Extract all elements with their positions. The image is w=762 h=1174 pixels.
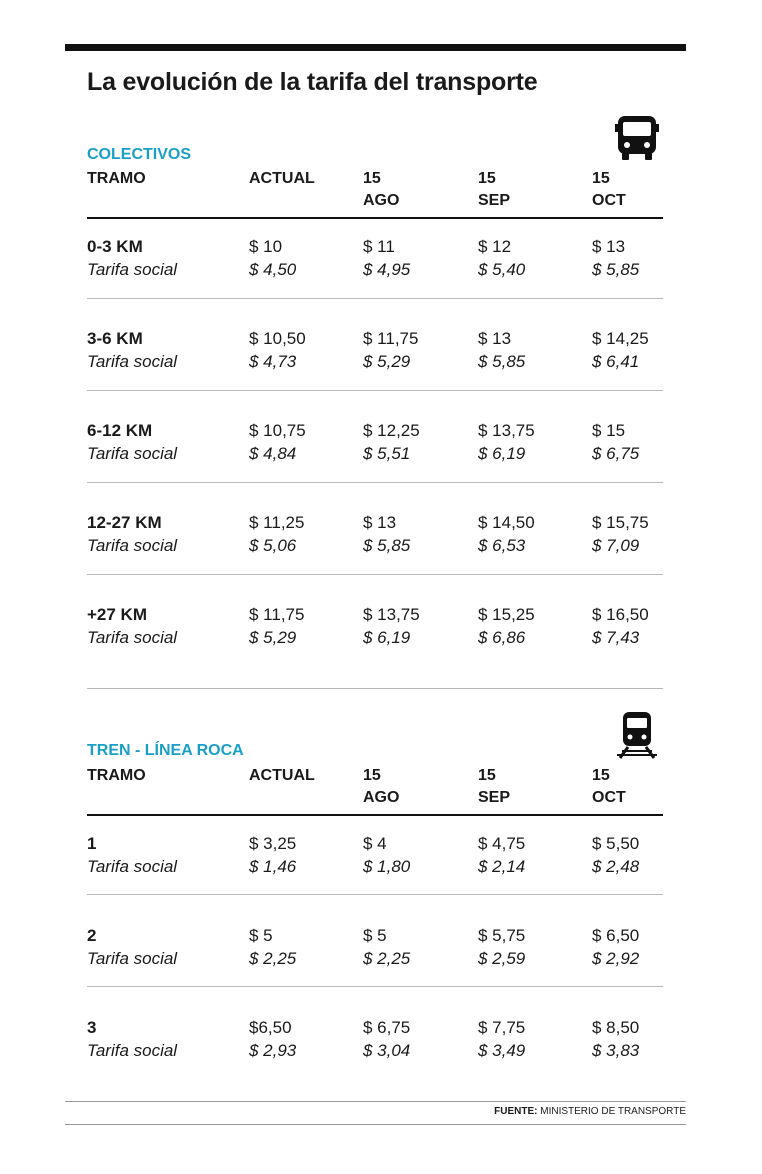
social-actual: $ 5,06 [249,536,297,555]
price-actual: $ 11,25 [249,513,305,532]
price-actual: $ 10 [249,237,283,256]
table-row [87,1016,663,1108]
source-text: MINISTERIO DE TRANSPORTE [540,1106,686,1117]
tren-section [87,708,663,1078]
social-sep: $ 6,86 [478,628,526,647]
header-15-sep: 15 SEP [478,767,511,806]
tramo-label: 6-12 KM [87,421,153,440]
source-credit [494,1106,686,1117]
price-sep: $ 13,75 [478,421,535,440]
tren-title: TREN - LÍNEA ROCA [87,742,244,759]
colectivos-title: COLECTIVOS [87,146,192,163]
social-oct: $ 6,75 [592,444,640,463]
price-sep: $ 12 [478,237,512,256]
social-label: Tarifa social [87,260,178,279]
social-ago: $ 5,85 [363,536,411,555]
price-ago: $ 5 [363,926,387,945]
header-15-ago: 15 AGO [363,767,400,806]
row-divider [87,482,663,483]
social-label: Tarifa social [87,949,178,968]
price-sep: $ 13 [478,329,512,348]
price-actual: $ 3,25 [249,834,297,853]
price-actual: $ 5 [249,926,273,945]
social-oct: $ 7,43 [592,628,640,647]
social-sep: $ 2,14 [478,857,526,876]
header-tramo: TRAMO [87,170,146,187]
social-oct: $ 7,09 [592,536,640,555]
table-row [87,924,663,1016]
price-sep: $ 14,50 [478,513,535,532]
social-label: Tarifa social [87,352,178,371]
price-ago: $ 11 [363,237,395,256]
table-row [87,511,663,603]
price-oct: $ 16,50 [592,605,649,624]
header-actual: ACTUAL [249,170,315,187]
price-actual: $6,50 [249,1018,292,1037]
table-row [87,235,663,327]
social-ago: $ 4,95 [363,260,411,279]
price-oct: $ 15,75 [592,513,649,532]
social-sep: $ 5,40 [478,260,526,279]
footer-rule-top [65,1101,686,1102]
price-ago: $ 6,75 [363,1018,411,1037]
row-divider [87,574,663,575]
header-tramo: TRAMO [87,767,146,784]
header-rule [87,814,663,816]
price-ago: $ 13,75 [363,605,420,624]
price-ago: $ 12,25 [363,421,420,440]
train-icon [615,710,659,760]
social-sep: $ 6,53 [478,536,526,555]
social-ago: $ 5,29 [363,352,411,371]
social-sep: $ 6,19 [478,444,526,463]
social-sep: $ 5,85 [478,352,526,371]
row-divider [87,390,663,391]
price-sep: $ 4,75 [478,834,526,853]
social-ago: $ 2,25 [363,949,411,968]
social-oct: $ 5,85 [592,260,640,279]
page-title: La evolución de la tarifa del transporte [87,68,538,96]
tramo-label: 0-3 KM [87,237,143,256]
social-oct: $ 6,41 [592,352,640,371]
social-ago: $ 3,04 [363,1041,411,1060]
price-oct: $ 5,50 [592,834,640,853]
tramo-label: 2 [87,926,97,945]
colectivos-header [87,168,663,218]
row-divider [87,688,663,689]
table-row [87,832,663,924]
price-sep: $ 7,75 [478,1018,526,1037]
row-divider [87,986,663,987]
social-label: Tarifa social [87,628,178,647]
social-oct: $ 2,48 [592,857,640,876]
price-sep: $ 5,75 [478,926,526,945]
footer-rule-bottom [65,1124,686,1125]
tramo-label: 3-6 KM [87,329,143,348]
tramo-label: 3 [87,1018,97,1037]
price-ago: $ 11,75 [363,329,419,348]
social-actual: $ 4,84 [249,444,297,463]
price-oct: $ 15 [592,421,626,440]
tramo-label: 12-27 KM [87,513,162,532]
source-label: FUENTE: [494,1106,538,1117]
social-actual: $ 2,25 [249,949,297,968]
social-sep: $ 2,59 [478,949,526,968]
social-actual: $ 4,73 [249,352,297,371]
social-oct: $ 2,92 [592,949,640,968]
header-15-ago: 15 AGO [363,170,400,209]
price-oct: $ 6,50 [592,926,640,945]
tren-header [87,765,663,815]
header-15-sep: 15 SEP [478,170,511,209]
social-actual: $ 4,50 [249,260,297,279]
table-row [87,419,663,511]
header-rule [87,217,663,219]
bus-icon [615,114,659,162]
social-label: Tarifa social [87,444,178,463]
price-actual: $ 10,50 [249,329,306,348]
tramo-label: 1 [87,834,97,853]
social-ago: $ 5,51 [363,444,411,463]
social-sep: $ 3,49 [478,1041,526,1060]
table-row [87,327,663,419]
tramo-label: +27 KM [87,605,147,624]
social-ago: $ 6,19 [363,628,411,647]
price-oct: $ 14,25 [592,329,649,348]
social-actual: $ 5,29 [249,628,297,647]
price-actual: $ 10,75 [249,421,306,440]
social-actual: $ 2,93 [249,1041,297,1060]
colectivos-section [87,112,663,692]
social-ago: $ 1,80 [363,857,411,876]
price-ago: $ 4 [363,834,387,853]
price-oct: $ 13 [592,237,626,256]
header-15-oct: 15 OCT [592,767,626,806]
social-actual: $ 1,46 [249,857,297,876]
social-label: Tarifa social [87,857,178,876]
row-divider [87,894,663,895]
row-divider [87,298,663,299]
price-oct: $ 8,50 [592,1018,640,1037]
social-label: Tarifa social [87,1041,178,1060]
price-ago: $ 13 [363,513,397,532]
top-rule [65,44,686,51]
price-actual: $ 11,75 [249,605,305,624]
header-actual: ACTUAL [249,767,315,784]
price-sep: $ 15,25 [478,605,535,624]
social-oct: $ 3,83 [592,1041,640,1060]
social-label: Tarifa social [87,536,178,555]
header-15-oct: 15 OCT [592,170,626,209]
table-row [87,603,663,695]
